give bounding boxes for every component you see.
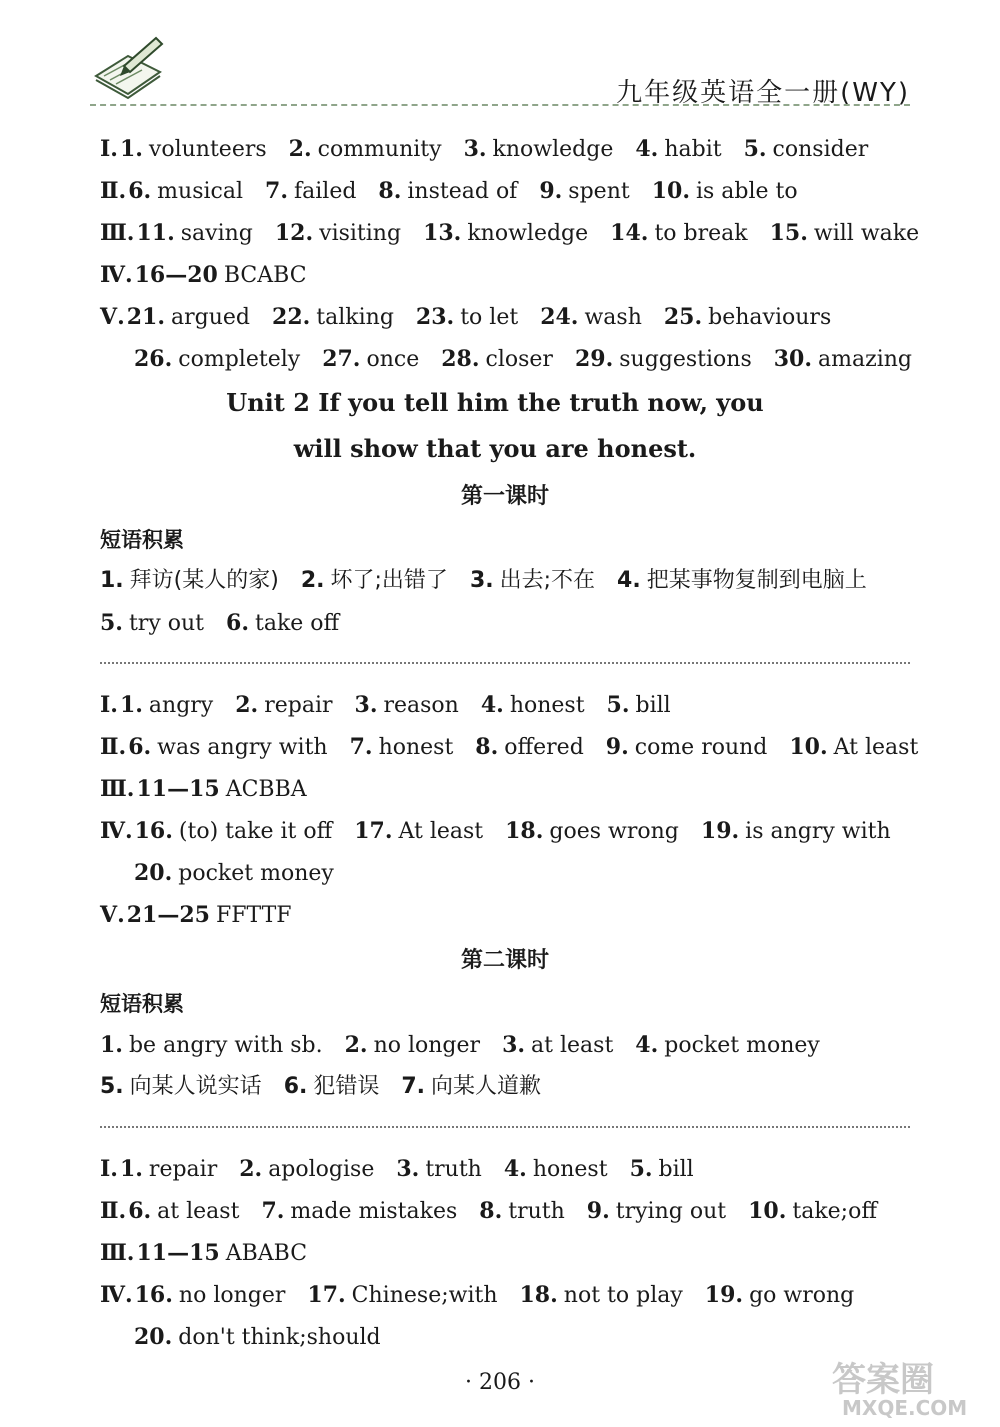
item-number: 21—25 (126, 902, 210, 928)
roman-numeral: Ⅰ. (100, 692, 118, 718)
item-answer: 坏了;出错了 (330, 568, 448, 593)
item-answer: pocket money (664, 1033, 820, 1058)
answer-item (587, 1199, 726, 1224)
answer-item (502, 1033, 613, 1058)
item-answer: BCABC (223, 263, 307, 288)
item-answer: is angry with (745, 819, 891, 844)
answer-item (606, 735, 768, 760)
item-answer: habit (664, 137, 722, 162)
item-answer: musical (157, 179, 244, 204)
roman-numeral: Ⅳ. (100, 1282, 133, 1308)
item-answer: not to play (563, 1283, 683, 1308)
answer-item (630, 1157, 694, 1182)
item-answer: At least (833, 735, 919, 760)
item-answer: try out (128, 611, 205, 636)
answer-item (120, 1157, 217, 1182)
answer-item (265, 179, 356, 204)
item-answer: go wrong (749, 1283, 855, 1308)
item-answer: no longer (178, 1283, 286, 1308)
lesson-heading: 第一课时 (460, 484, 549, 509)
item-answer: consider (772, 137, 869, 162)
answer-item (128, 1199, 239, 1224)
answer-line (100, 254, 910, 296)
item-number: 2. (344, 1032, 368, 1058)
item-number: 19. (700, 818, 740, 844)
lesson-heading: 第二课时 (460, 948, 549, 973)
item-answer: honest (532, 1157, 608, 1182)
item-number: 10. (748, 1198, 787, 1224)
item-number: 14. (610, 220, 649, 246)
answer-line (100, 338, 913, 380)
answer-line (100, 1148, 910, 1190)
item-number: 6. (128, 178, 152, 204)
item-number: 2. (239, 1156, 263, 1182)
answer-item (520, 1283, 683, 1308)
answer-item (617, 568, 867, 593)
item-number: 5. (100, 610, 123, 636)
answer-item (322, 347, 419, 372)
answer-item (136, 221, 252, 246)
notebook-pencil-icon (90, 32, 170, 102)
answer-line (100, 810, 910, 852)
item-answer: reason (383, 693, 459, 718)
item-answer: to break (654, 221, 748, 246)
item-number: 5. (743, 136, 767, 162)
item-number: 15. (769, 220, 808, 246)
answer-item (701, 819, 891, 844)
watermark-text: 答案圈 (832, 1360, 934, 1400)
answer-item (789, 735, 918, 760)
answer-item (378, 179, 517, 204)
answer-item (770, 221, 920, 246)
item-answer: was angry with (157, 735, 328, 760)
answer-item (261, 1199, 457, 1224)
answer-line (100, 684, 910, 726)
answer-item (355, 693, 459, 718)
answer-item (441, 347, 553, 372)
item-answer: goes wrong (549, 819, 679, 844)
answer-item (575, 347, 752, 372)
item-number: 3. (354, 692, 378, 718)
answer-item (128, 735, 327, 760)
answer-item (100, 568, 279, 593)
item-answer: 把某事物复制到电脑上 (646, 568, 867, 593)
roman-numeral: Ⅳ. (100, 818, 133, 844)
answer-line (100, 894, 910, 936)
item-number: 19. (704, 1282, 744, 1308)
item-answer: FFTTF (215, 903, 292, 928)
item-answer: instead of (407, 179, 518, 204)
dotted-divider (100, 662, 910, 664)
item-answer: apologise (268, 1157, 375, 1182)
roman-numeral: Ⅱ. (100, 1198, 127, 1224)
item-answer: repair (148, 1157, 218, 1182)
item-number: 1. (100, 1032, 123, 1058)
answer-item (135, 1283, 286, 1308)
answer-item (345, 1033, 480, 1058)
item-answer: visiting (319, 221, 402, 246)
item-number: 4. (617, 568, 641, 593)
item-number: 1. (119, 692, 143, 718)
item-number: 4. (635, 136, 659, 162)
item-number: 12. (274, 220, 314, 246)
item-number: 2. (300, 568, 325, 593)
answer-line (100, 296, 910, 338)
item-number: 30. (773, 346, 813, 372)
item-number: 7. (265, 178, 288, 204)
item-answer: volunteers (148, 137, 267, 162)
unit-title: Unit 2 If you tell him the truth now, you (226, 388, 764, 417)
answer-item (272, 305, 394, 330)
item-number: 5. (606, 692, 630, 718)
answer-item (307, 1283, 497, 1308)
item-number: 26. (134, 346, 173, 372)
item-answer: to let (460, 305, 519, 330)
item-number: 7. (401, 1074, 426, 1099)
item-number: 10. (789, 734, 828, 760)
item-answer: truth (508, 1199, 565, 1224)
item-number: 17. (307, 1282, 346, 1308)
answer-item (134, 347, 300, 372)
item-answer: amazing (818, 347, 913, 372)
item-answer: be angry with sb. (128, 1033, 323, 1058)
item-answer: closer (485, 347, 553, 372)
answer-line (100, 1316, 910, 1358)
answer-item (505, 819, 679, 844)
item-answer: talking (316, 305, 394, 330)
item-number: 4. (503, 1156, 527, 1182)
roman-numeral: Ⅲ. (100, 776, 135, 802)
answer-line (100, 726, 919, 768)
answer-item (289, 137, 442, 162)
item-answer: at least (157, 1199, 240, 1224)
answer-line (100, 170, 910, 212)
item-answer: made mistakes (290, 1199, 458, 1224)
item-number: 17. (354, 818, 393, 844)
answer-item (128, 179, 243, 204)
item-number: 18. (519, 1282, 558, 1308)
item-number: 2. (288, 136, 312, 162)
answer-item (127, 903, 292, 928)
answer-item (748, 1199, 877, 1224)
item-answer: trying out (615, 1199, 727, 1224)
item-answer: don't think;should (178, 1325, 381, 1350)
item-number: 10. (651, 178, 690, 204)
roman-numeral: Ⅰ. (100, 136, 118, 162)
answer-item (607, 693, 671, 718)
dotted-divider (100, 1126, 910, 1128)
item-number: 11—15 (136, 776, 220, 802)
item-number: 3. (502, 1032, 526, 1058)
item-answer: truth (425, 1157, 482, 1182)
item-number: 16. (134, 818, 173, 844)
roman-numeral: Ⅴ. (100, 902, 125, 928)
answer-item (135, 819, 333, 844)
item-number: 8. (475, 734, 499, 760)
item-answer: 犯错误 (313, 1074, 380, 1099)
answer-line (100, 128, 910, 170)
item-number: 11. (136, 220, 175, 246)
item-number: 28. (441, 346, 480, 372)
item-number: 23. (415, 304, 455, 330)
item-answer: take off (254, 611, 340, 636)
item-number: 6. (128, 1198, 152, 1224)
item-answer: angry (148, 693, 214, 718)
item-number: 16. (134, 1282, 173, 1308)
item-number: 2. (235, 692, 259, 718)
item-number: 6. (128, 734, 152, 760)
answer-item (401, 1074, 541, 1099)
answer-item (127, 305, 250, 330)
item-answer: honest (509, 693, 585, 718)
answer-item (540, 305, 642, 330)
answer-item (120, 137, 267, 162)
roman-numeral: Ⅲ. (100, 220, 135, 246)
answer-item (235, 693, 332, 718)
answer-item (470, 568, 595, 593)
item-answer: argued (171, 305, 251, 330)
answer-line (100, 1024, 910, 1066)
answer-item (664, 305, 831, 330)
item-number: 9. (586, 1198, 610, 1224)
answer-item (744, 137, 869, 162)
item-answer: knowledge (467, 221, 589, 246)
answer-item (100, 1033, 323, 1058)
item-number: 1. (100, 568, 124, 593)
item-number: 8. (479, 1198, 503, 1224)
item-answer: offered (504, 735, 584, 760)
item-answer: bill (658, 1157, 694, 1182)
item-number: 16—20 (134, 262, 218, 288)
answer-item (136, 777, 306, 802)
item-answer: at least (531, 1033, 614, 1058)
answer-item (635, 137, 721, 162)
page-number: · 206 · (465, 1370, 535, 1395)
answer-item (479, 1199, 565, 1224)
roman-numeral: Ⅰ. (100, 1156, 118, 1182)
item-answer: repair (264, 693, 333, 718)
item-number: 5. (100, 1074, 124, 1099)
item-answer: behaviours (708, 305, 832, 330)
item-answer: failed (293, 179, 357, 204)
item-answer: take;off (792, 1199, 877, 1224)
answer-item (134, 861, 334, 886)
item-number: 20. (134, 1324, 173, 1350)
answer-line (100, 768, 910, 810)
answer-line (100, 1232, 910, 1274)
item-answer: spent (568, 179, 630, 204)
section-heading: 短语积累 (100, 992, 184, 1016)
item-number: 13. (423, 220, 462, 246)
item-answer: 向某人说实话 (129, 1074, 262, 1099)
item-answer: will wake (813, 221, 920, 246)
answer-line (100, 852, 910, 894)
answer-line (100, 212, 920, 254)
answer-item (226, 611, 339, 636)
roman-numeral: Ⅱ. (100, 734, 127, 760)
item-answer: knowledge (492, 137, 614, 162)
item-answer: no longer (373, 1033, 481, 1058)
item-number: 5. (629, 1156, 653, 1182)
item-number: 3. (463, 136, 487, 162)
item-answer: ABABC (225, 1241, 308, 1266)
item-number: 6. (226, 610, 249, 636)
answer-item (652, 179, 798, 204)
item-number: 21. (126, 304, 166, 330)
item-number: 27. (322, 346, 361, 372)
item-number: 4. (635, 1032, 659, 1058)
item-number: 22. (272, 304, 311, 330)
item-number: 3. (396, 1156, 420, 1182)
watermark-logo (812, 1351, 992, 1421)
answer-item (350, 735, 454, 760)
roman-numeral: Ⅴ. (100, 304, 125, 330)
item-number: 9. (605, 734, 629, 760)
item-number: 7. (261, 1198, 285, 1224)
item-number: 24. (540, 304, 579, 330)
answer-item (120, 693, 213, 718)
item-answer: bill (635, 693, 671, 718)
roman-numeral: Ⅳ. (100, 262, 133, 288)
item-answer: community (317, 137, 442, 162)
roman-numeral: Ⅱ. (100, 178, 127, 204)
answer-item (481, 693, 585, 718)
answer-item (396, 1157, 482, 1182)
item-number: 11—15 (136, 1240, 220, 1266)
item-answer: (to) take it off (178, 819, 333, 844)
answer-item (301, 568, 448, 593)
item-answer: is able to (695, 179, 798, 204)
item-number: 8. (378, 178, 402, 204)
unit-title: will show that you are honest. (293, 434, 697, 463)
answer-item (610, 221, 747, 246)
item-number: 1. (119, 1156, 143, 1182)
item-answer: wash (584, 305, 642, 330)
header-divider (90, 104, 910, 106)
page-header (90, 32, 910, 112)
answer-item (635, 1033, 820, 1058)
item-answer: suggestions (619, 347, 752, 372)
book-title: 九年级英语全一册(WY) (616, 78, 910, 108)
answer-line (100, 1274, 910, 1316)
section-heading: 短语积累 (100, 528, 184, 552)
answer-line (100, 1066, 910, 1108)
answer-item (100, 611, 204, 636)
answer-item (354, 819, 483, 844)
item-number: 4. (480, 692, 504, 718)
answer-item (239, 1157, 374, 1182)
answer-content (100, 128, 920, 1358)
item-answer: At least (398, 819, 484, 844)
item-answer: 向某人道歉 (431, 1074, 542, 1099)
item-number: 7. (349, 734, 373, 760)
answer-item (135, 263, 307, 288)
answer-item (464, 137, 614, 162)
item-number: 3. (469, 568, 494, 593)
item-answer: 出去;不在 (499, 568, 596, 593)
answer-item (774, 347, 912, 372)
item-answer: completely (178, 347, 301, 372)
item-number: 18. (505, 818, 544, 844)
answer-item (705, 1283, 854, 1308)
item-answer: come round (634, 735, 768, 760)
watermark-sub: MXQE.COM (842, 1396, 968, 1420)
answer-item (136, 1241, 307, 1266)
item-number: 6. (283, 1074, 308, 1099)
item-number: 1. (119, 136, 143, 162)
answer-line (100, 560, 910, 602)
item-answer: pocket money (178, 861, 334, 886)
answer-item (284, 1074, 380, 1099)
answer-line (100, 602, 910, 644)
answer-item (134, 1325, 381, 1350)
answer-item (423, 221, 588, 246)
item-number: 9. (539, 178, 563, 204)
item-number: 25. (663, 304, 703, 330)
answer-item (100, 1074, 262, 1099)
item-number: 29. (574, 346, 614, 372)
answer-item (504, 1157, 608, 1182)
answer-item (416, 305, 518, 330)
answer-item (475, 735, 583, 760)
item-answer: 拜访(某人的家) (129, 568, 279, 593)
item-answer: Chinese;with (351, 1283, 498, 1308)
roman-numeral: Ⅲ. (100, 1240, 135, 1266)
item-answer: ACBBA (225, 777, 307, 802)
answer-line (100, 1190, 910, 1232)
answer-item (539, 179, 629, 204)
answer-item (275, 221, 401, 246)
item-answer: saving (180, 221, 253, 246)
item-answer: once (366, 347, 420, 372)
item-number: 20. (134, 860, 173, 886)
item-answer: honest (378, 735, 454, 760)
